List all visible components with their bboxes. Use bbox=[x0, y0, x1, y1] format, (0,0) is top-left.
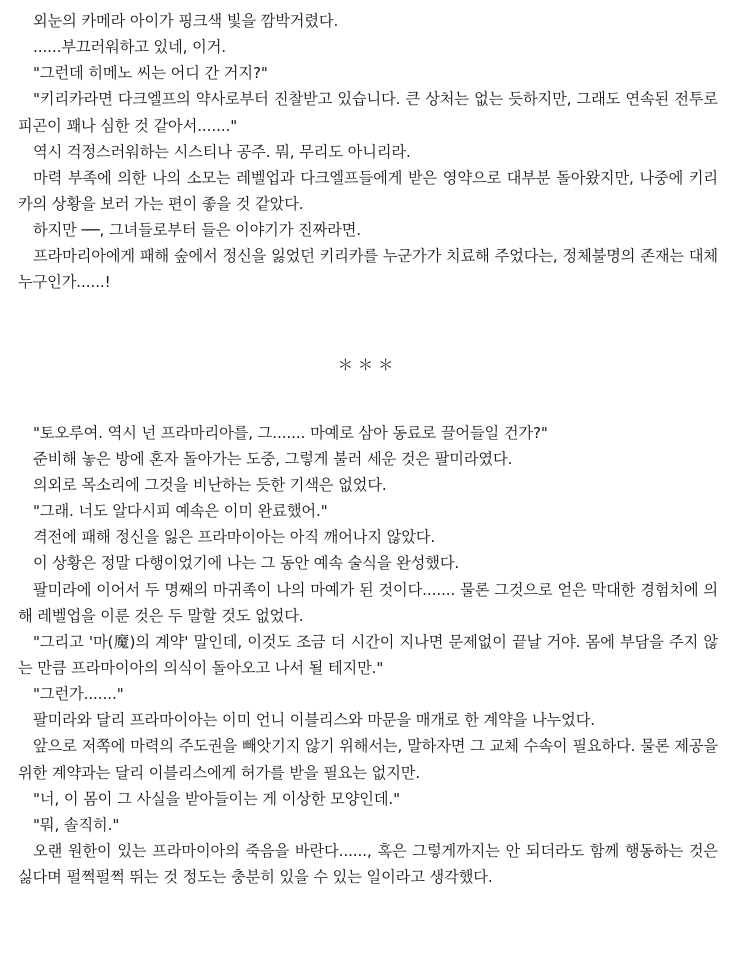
paragraph: 격전에 패해 정신을 잃은 프라마이아는 아직 깨어나지 않았다. bbox=[33, 528, 436, 547]
paragraph: 앞으로 저쪽에 마력의 주도권을 빼앗기지 않기 위해서는, 말하자면 그 교체 수속이 필요하다. 물론 제공을 위한 계약과는 달리 이블리스에게 허가를 받을 필요는 없지만. bbox=[18, 737, 718, 782]
scene-divider: ＊＊＊ bbox=[337, 355, 399, 374]
paragraph: "너, 이 몸이 그 사실을 받아들이는 게 이상한 모양인데." bbox=[33, 789, 401, 808]
paragraph: "그런가......." bbox=[33, 685, 124, 704]
paragraph: 준비해 놓은 방에 혼자 돌아가는 도중, 그렇게 불러 세운 것은 팔미라였다. bbox=[33, 449, 513, 468]
paragraph: 역시 걱정스러워하는 시스티나 공주. 뭐, 무리도 아니리라. bbox=[33, 142, 411, 161]
paragraph: 이 상황은 정말 다행이었기에 나는 그 동안 예속 술식을 완성했다. bbox=[33, 554, 460, 573]
paragraph: 오랜 원한이 있는 프라마이아의 죽음을 바란다......, 혹은 그렇게까지는 안 되더라도 함께 행동하는 것은 싫다며 펄쩍펄쩍 뛰는 것 정도는 충분히 있을 수 있는 일이라고 생각했다. bbox=[18, 841, 718, 887]
paragraph: "그런데 히메노 씨는 어디 간 거지?" bbox=[33, 64, 268, 83]
paragraph: "키리카라면 다크엘프의 약사로부터 진찰받고 있습니다. 큰 상처는 없는 듯하지만, 그래도 연속된 전투로 피곤이 꽤나 심한 것 같아서......." bbox=[18, 90, 718, 135]
paragraph: 외눈의 카메라 아이가 핑크색 빛을 깜박거렸다. bbox=[33, 12, 339, 30]
section-gap bbox=[18, 378, 718, 420]
paragraph: "토오루여. 역시 넌 프라마리아를, 그....... 마예로 삼아 동료로 끌어들일 건가?" bbox=[33, 423, 548, 442]
section-two bbox=[18, 420, 718, 891]
paragraph: ......부끄러워하고 있네, 이거. bbox=[33, 38, 226, 57]
paragraph: 팔미라와 달리 프라마이아는 이미 언니 이블리스와 마문을 매개로 한 계약을 나누었다. bbox=[33, 711, 595, 730]
paragraph: 팔미라에 이어서 두 명째의 마귀족이 나의 마예가 된 것이다....... 물론 그것으로 얻은 막대한 경험치에 의해 레벨업을 이룬 것은 두 말할 것도 없었다. bbox=[18, 580, 718, 625]
section-gap bbox=[18, 296, 718, 352]
section-one bbox=[18, 8, 718, 296]
paragraph: 프라마리아에게 패해 숲에서 정신을 잃었던 키리카를 누군가가 치료해 주었다는, 정체불명의 존재는 대체 누구인가......! bbox=[18, 247, 718, 292]
paragraph: 하지만 ──, 그녀들로부터 들은 이야기가 진짜라면. bbox=[33, 221, 362, 240]
paragraph: "그래. 너도 알다시피 예속은 이미 완료했어." bbox=[33, 502, 328, 521]
paragraph: "그리고 '마(魔)의 계약' 말인데, 이것도 조금 더 시간이 지나면 문제없이 끝날 거야. 몸에 부담을 주지 않는 만큼 프라마이아의 의식이 돌아오고 나서 될 테지만." bbox=[18, 632, 718, 677]
paragraph: 의외로 목소리에 그것을 비난하는 듯한 기색은 없었다. bbox=[33, 475, 387, 494]
paragraph: 마력 부족에 의한 나의 소모는 레벨업과 다크엘프들에게 받은 영약으로 대부분 돌아왔지만, 나중에 키리카의 상황을 보러 가는 편이 좋을 것 같았다. bbox=[18, 168, 718, 213]
paragraph: "뭐, 솔직히." bbox=[33, 815, 120, 834]
